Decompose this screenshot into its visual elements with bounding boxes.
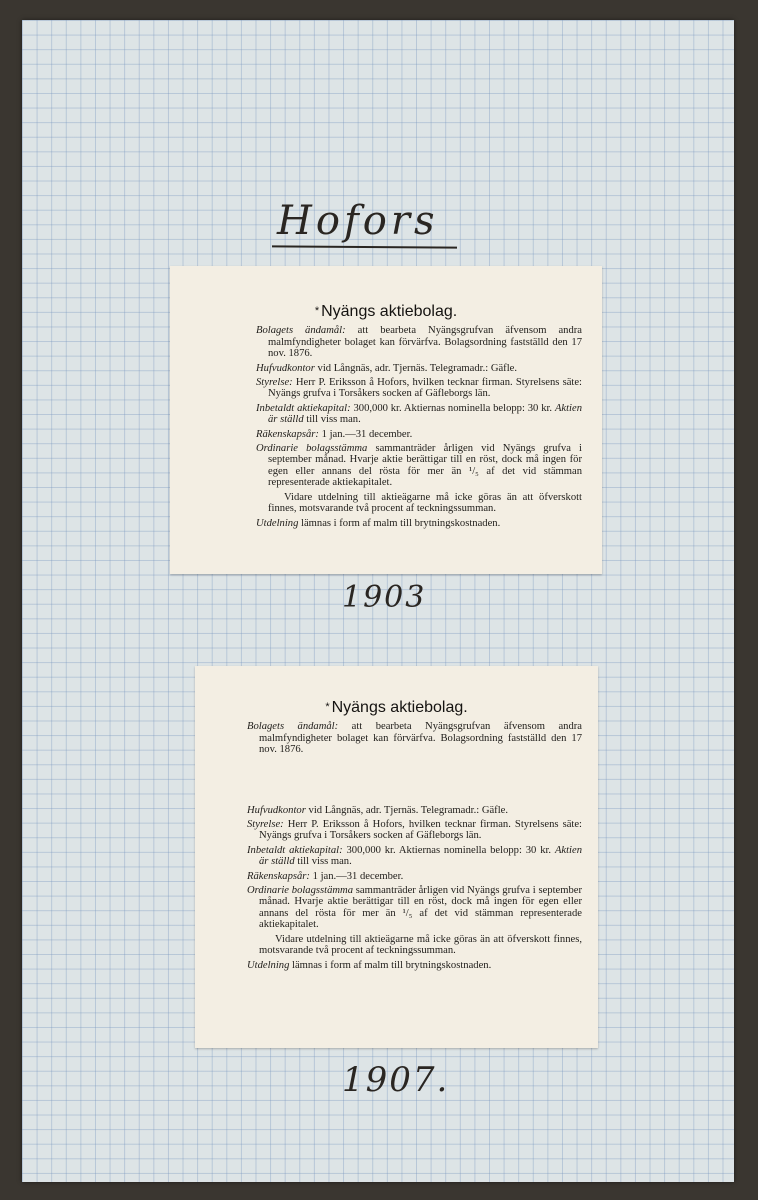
- graph-paper-sheet: [22, 20, 734, 1182]
- company-name: Nyängs aktiebolag.: [321, 303, 458, 320]
- entry-dividend: Utdelning lämnas i form af malm till brytningskostnaden.: [247, 959, 492, 971]
- clipping-body: [195, 721, 598, 971]
- entry-head-office: Hufvudkontor vid Långnäs, adr. Tjernäs. Telegramadr.: Gäfle.: [256, 362, 518, 374]
- entry-purpose: Bolagets ändamål: att bearbeta Nyängsgrufvan äfvensom andra malmfyndigheter bolaget kan förvärfva. Bolagsordning fastställd den 17 nov. 1876.: [256, 325, 583, 360]
- title-underline: [272, 245, 457, 248]
- asterisk-marker: *: [314, 305, 320, 317]
- entry-board: Styrelse: Herr P. Eriksson å Hofors, hvilken tecknar firman. Styrelsens säte: Nyängs grufva i Torsåkers socken af Gäfleborgs län.: [256, 377, 582, 400]
- entry-meeting: Ordinarie bolagsstämma sammanträder årligen vid Nyängs grufva i september månad. Hvarje aktie berättigar till en röst, dock må ingen för egen eller annans del rösta för mer än ¹/₅ af det vid stämman representerade aktiekapitalet.: [256, 443, 582, 489]
- entry-purpose: Bolagets ändamål: att bearbeta Nyängsgrufvan äfvensom andra malmfyndigheter bolaget kan förvärfva. Bolagsordning fastställd den 17 nov. 1876.: [247, 721, 583, 756]
- entry-dividend: Utdelning lämnas i form af malm till brytningskostnaden.: [256, 517, 501, 529]
- asterisk-marker: *: [325, 701, 330, 713]
- entry-head-office: Hufvudkontor vid Långnäs, adr. Tjernäs. Telegramadr.: Gäfle.: [247, 804, 509, 816]
- handwritten-year-1907: 1907.: [342, 1060, 450, 1100]
- company-heading: [170, 266, 602, 320]
- company-heading: [195, 666, 598, 716]
- handwritten-title: Hofors: [277, 198, 439, 244]
- clipping-body: [170, 325, 602, 529]
- entry-fiscal-year: Räkenskapsår: 1 jan.—31 december.: [247, 870, 404, 882]
- entry-board: Styrelse: Herr P. Eriksson å Hofors, hvilken tecknar firman. Styrelsens säte: Nyängs grufva i Torsåkers socken af Gäfleborgs län.: [247, 819, 582, 842]
- company-name: Nyängs aktiebolag.: [331, 699, 468, 716]
- entry-dividend-rule: Vidare utdelning till aktieägarne må icke göras än att öfverskott finnes, motsvarande två procent af teckningssumman.: [259, 933, 582, 957]
- entry-meeting: Ordinarie bolagsstämma sammanträder årligen vid Nyängs grufva i september månad. Hvarje aktie berättigar till en röst, dock må ingen för egen eller annans del rösta för mer än ¹/₅ af det vid stämman representerade aktiekapitalet.: [247, 885, 582, 931]
- handwritten-year-1903: 1903: [342, 580, 427, 615]
- entry-fiscal-year: Räkenskapsår: 1 jan.—31 december.: [256, 428, 413, 440]
- entry-capital: Inbetaldt aktiekapital: 300,000 kr. Aktiernas nominella belopp: 30 kr. Aktien är ställd till viss man.: [247, 844, 582, 868]
- entry-capital: Inbetaldt aktiekapital: 300,000 kr. Aktiernas nominella belopp: 30 kr. Aktien är ställd till viss man.: [256, 402, 582, 426]
- newspaper-clipping-1903: [170, 266, 602, 574]
- newspaper-clipping-1907: [195, 666, 598, 1048]
- clipping-gap: [247, 759, 582, 805]
- entry-dividend-rule: Vidare utdelning till aktieägarne må icke göras än att öfverskott finnes, motsvarande två procent af teckningssumman.: [268, 491, 582, 515]
